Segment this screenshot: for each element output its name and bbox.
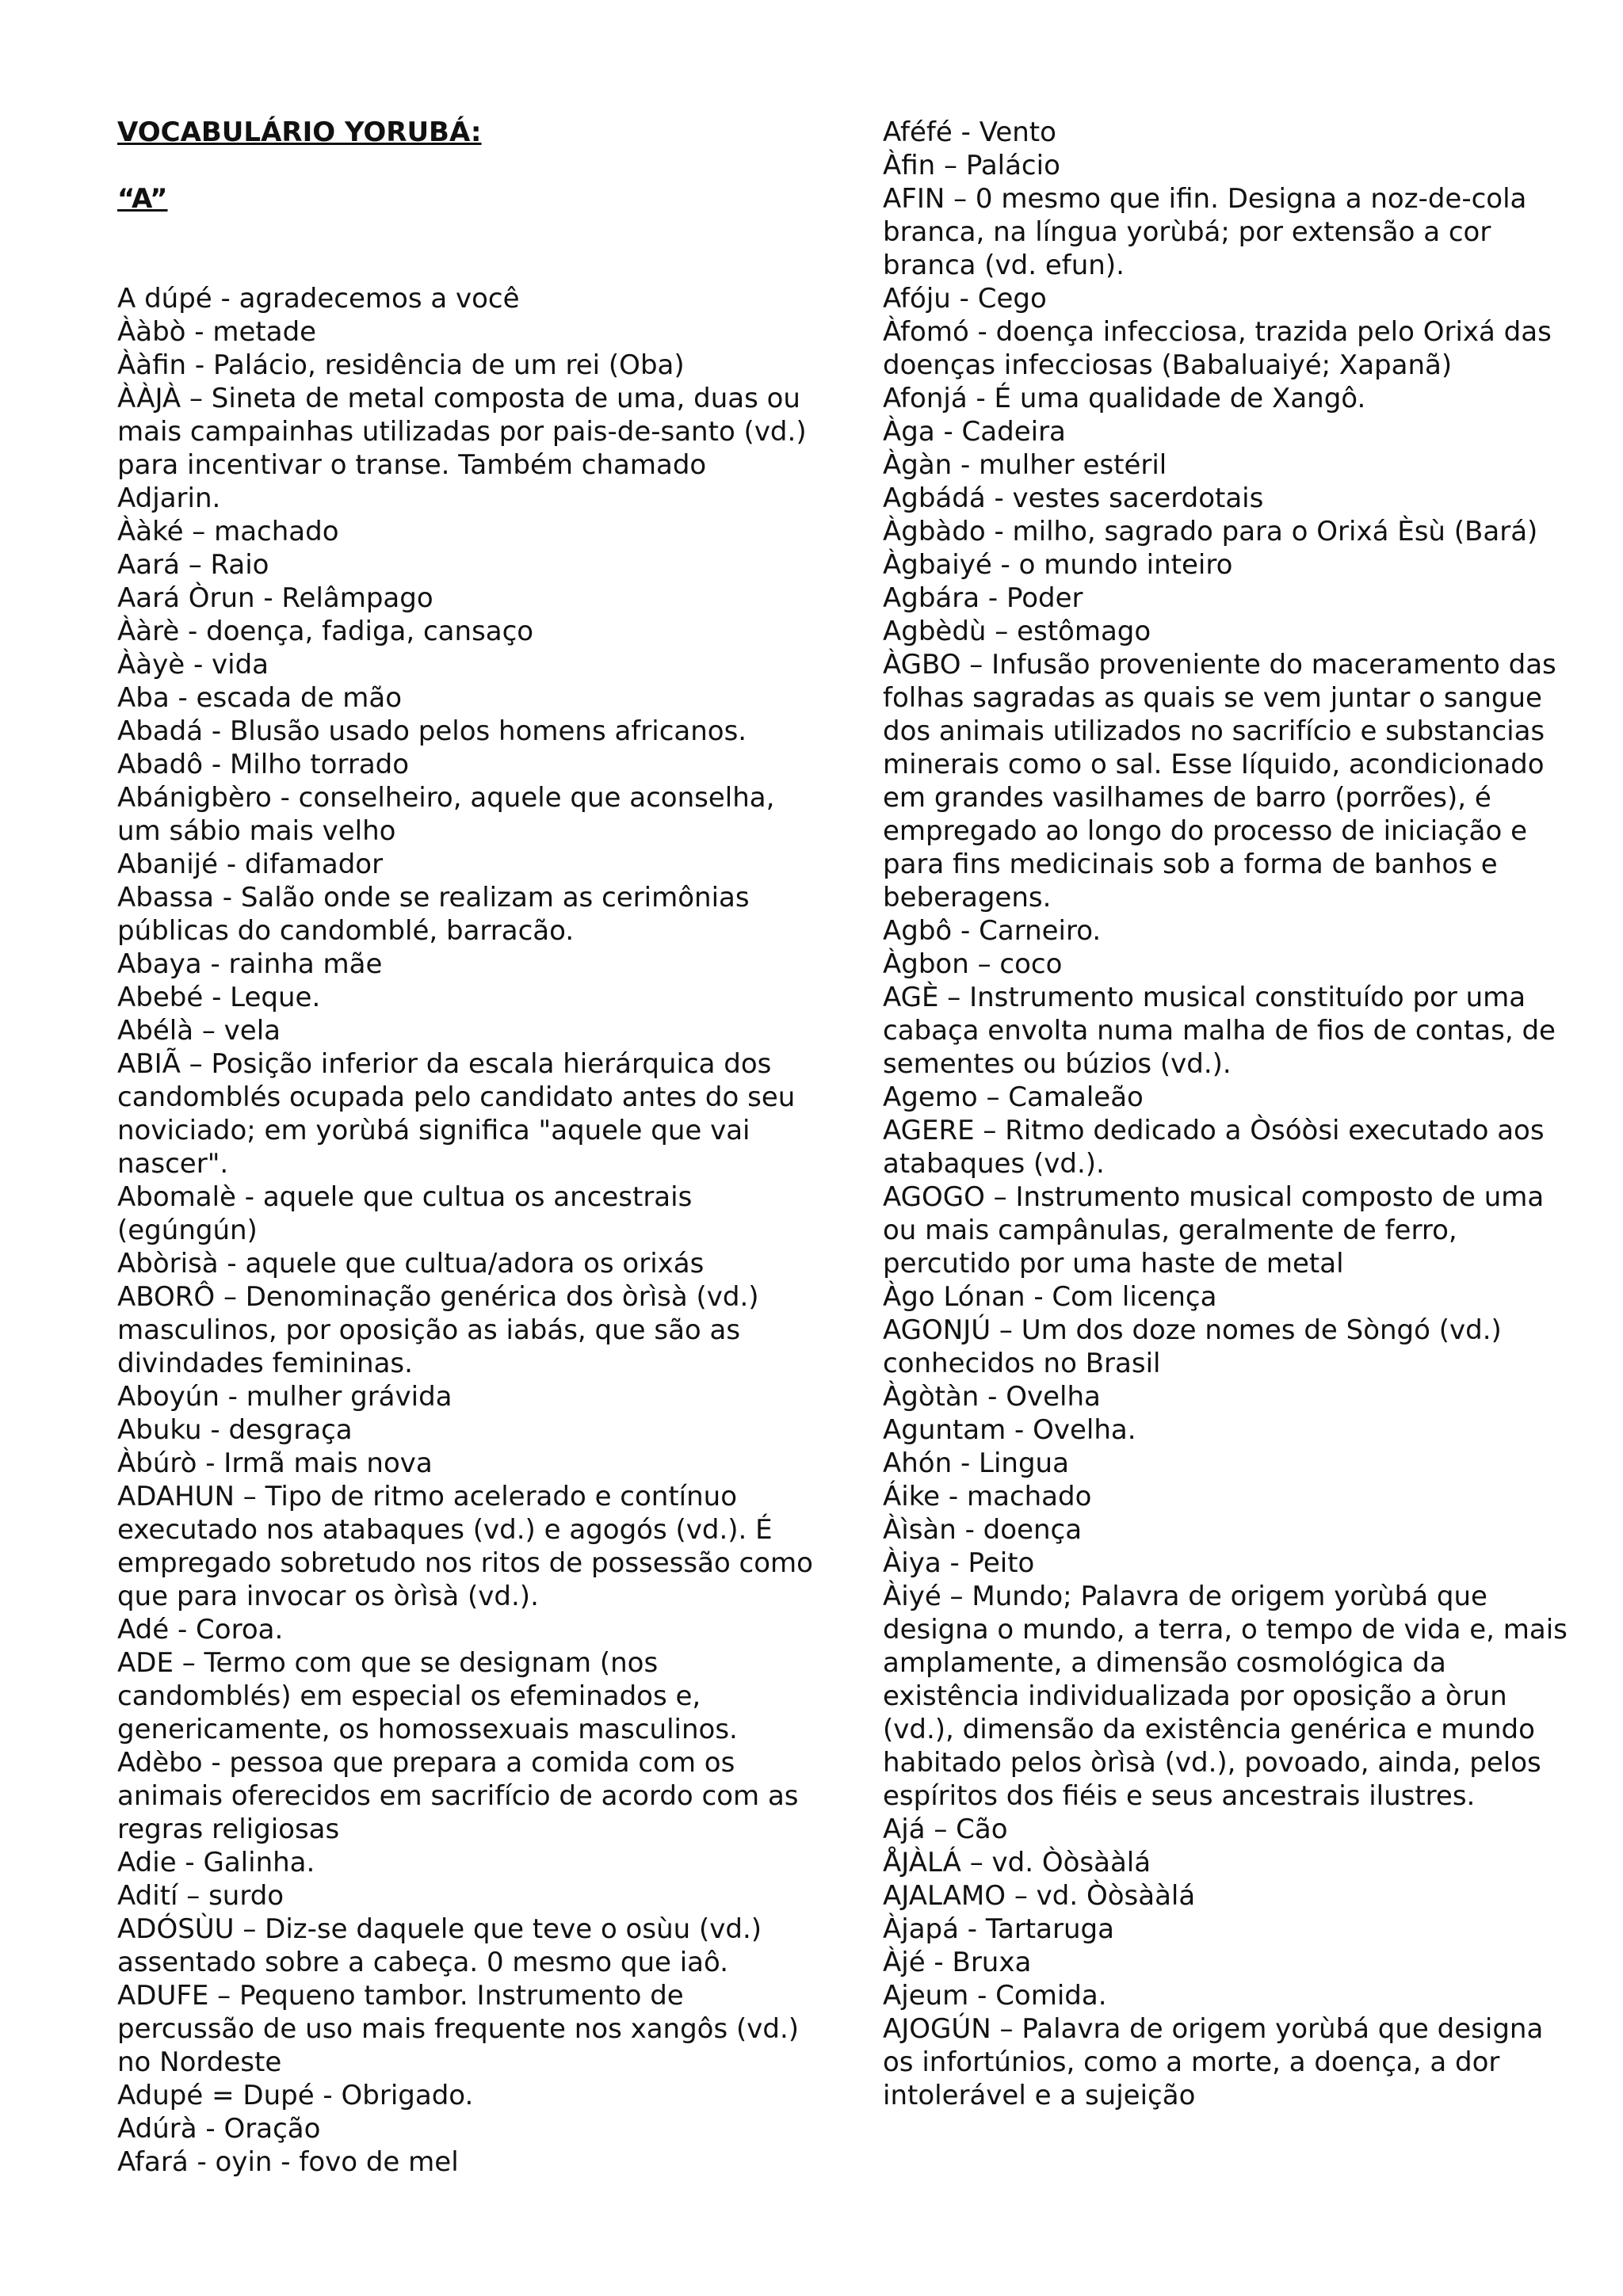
glossary-entry: Abadá - Blusão usado pelos homens africanos. bbox=[117, 715, 747, 747]
glossary-entry: AGONJÚ – Um dos doze nomes de Sòngó (vd.) conhecidos no Brasil bbox=[883, 1314, 1502, 1379]
glossary-entry: Agbádá - vestes sacerdotais bbox=[883, 482, 1264, 514]
glossary-entry: Àgo Lónan - Com licença bbox=[883, 1281, 1217, 1313]
glossary-entry: Aboyún - mulher grávida bbox=[117, 1381, 453, 1413]
glossary-entry: Adupé = Dupé - Obrigado. bbox=[117, 2080, 474, 2111]
glossary-entry: Abebé - Leque. bbox=[117, 982, 321, 1013]
glossary-entry: Agbèdù – estômago bbox=[883, 616, 1151, 647]
glossary-entry: ADUFE – Pequeno tambor. Instrumento de percussão de uso mais frequente nos xangôs (vd.) no Nordeste bbox=[117, 1980, 800, 2078]
glossary-entry: Àgbaiyé - o mundo inteiro bbox=[883, 549, 1233, 581]
glossary-entry: Abánigbèro - conselheiro, aquele que aconselha, um sábio mais velho bbox=[117, 782, 775, 847]
glossary-entry: Agbára - Poder bbox=[883, 582, 1083, 614]
glossary-entry: Aba - escada de mão bbox=[117, 682, 403, 714]
glossary-entry: Àiyé – Mundo; Palavra de origem yorùbá que designa o mundo, a terra, o tempo de vida e, mais amplamente, a dimensão cosmológica da existência individualizada por oposição a òrun (vd.), dimensão da existência genérica e mundo habitado pelos òrìsà (vd.), povoado, ainda, pelos espíritos dos fiéis e seus ancestrais ilustres. bbox=[883, 1581, 1568, 1812]
glossary-entry: AFIN – 0 mesmo que ifin. Designa a noz-de-cola branca, na língua yorùbá; por extensão a cor branca (vd. efun). bbox=[883, 183, 1527, 281]
glossary-entry: AGOGO – Instrumento musical composto de uma ou mais campânulas, geralmente de ferro, percutido por uma haste de metal bbox=[883, 1181, 1545, 1280]
glossary-entry: Àìsàn - doença bbox=[883, 1514, 1083, 1546]
glossary-entry: Àfin – Palácio bbox=[883, 150, 1060, 181]
glossary-entry: Afonjá - É uma qualidade de Xangô. bbox=[883, 383, 1366, 414]
glossary-entry: AGERE – Ritmo dedicado a Òsóòsi executado aos atabaques (vd.). bbox=[883, 1115, 1545, 1180]
glossary-entry: ABIÃ – Posição inferior da escala hierárquica dos candomblés ocupada pelo candidato antes do seu noviciado; em yorùbá significa "aquele que vai nascer". bbox=[117, 1048, 796, 1180]
glossary-entry: Ààké – machado bbox=[117, 516, 339, 547]
glossary-entry: Agemo – Camaleão bbox=[883, 1081, 1144, 1113]
glossary-entry: Abanijé - difamador bbox=[117, 849, 384, 880]
glossary-entry: Ààbò - metade bbox=[117, 316, 317, 348]
glossary-entry: Ahón - Lingua bbox=[883, 1447, 1069, 1479]
glossary-entry: Àbúrò - Irmã mais nova bbox=[117, 1447, 433, 1479]
right-column bbox=[883, 116, 1580, 2112]
glossary-entry: Abassa - Salão onde se realizam as cerimônias públicas do candomblé, barracão. bbox=[117, 882, 750, 947]
glossary-entry: ADÓSÙU – Diz-se daquele que teve o osùu (vd.) assentado sobre a cabeça. 0 mesmo que iaô. bbox=[117, 1913, 762, 1978]
glossary-entry: ÀÀJÀ – Sineta de metal composta de uma, duas ou mais campainhas utilizadas por pais-de-santo (vd.) para incentivar o transe. Também chamado Adjarin. bbox=[117, 383, 807, 514]
glossary-entry: Afará - oyin - fovo de mel bbox=[117, 2146, 459, 2178]
glossary-entry: Abomalè - aquele que cultua os ancestrais (egúngún) bbox=[117, 1181, 693, 1246]
entry-list-left bbox=[117, 282, 815, 2179]
glossary-entry: Àiya - Peito bbox=[883, 1547, 1035, 1579]
glossary-entry: Agbô - Carneiro. bbox=[883, 915, 1102, 947]
glossary-entry: Àgàn - mulher estéril bbox=[883, 449, 1167, 481]
glossary-entry: ÀGBO – Infusão proveniente do maceramento das folhas sagradas as quais se vem juntar o sangue dos animais utilizados no sacrifício e substancias minerais como o sal. Esse Iíquido, acondicionado em grandes vasilhames de barro (porrões), é empregado ao longo do processo de iniciação e para fins medicinais sob a forma de banhos e beberagens. bbox=[883, 649, 1556, 913]
glossary-entry: Ààyè - vida bbox=[117, 649, 269, 681]
glossary-entry: Abuku - desgraça bbox=[117, 1414, 353, 1446]
glossary-entry: ABORÔ – Denominação genérica dos òrìsà (vd.) masculinos, por oposição as iabás, que são as divindades femininas. bbox=[117, 1281, 759, 1379]
glossary-entry: Àjapá - Tartaruga bbox=[883, 1913, 1114, 1945]
glossary-entry: ÅJÀLÁ – vd. Òòsààlá bbox=[883, 1847, 1151, 1878]
glossary-entry: Adé - Coroa. bbox=[117, 1614, 284, 1646]
glossary-entry: Abélà – vela bbox=[117, 1015, 281, 1047]
left-column bbox=[117, 116, 815, 2179]
glossary-entry: Ààrè - doença, fadiga, cansaço bbox=[117, 616, 534, 647]
glossary-entry: Aguntam - Ovelha. bbox=[883, 1414, 1136, 1446]
glossary-entry: AJALAMO – vd. Òòsààlá bbox=[883, 1880, 1196, 1912]
glossary-entry: Ààfin - Palácio, residência de um rei (Oba) bbox=[117, 349, 685, 381]
glossary-entry: ADE – Termo com que se designam (nos candomblés) em especial os efeminados e, genericamente, os homossexuais masculinos. bbox=[117, 1647, 738, 1745]
glossary-entry: AJOGÚN – Palavra de origem yorùbá que designa os infortúnios, como a morte, a doença, a dor intolerável e a sujeição bbox=[883, 2013, 1544, 2111]
glossary-entry: Àga - Cadeira bbox=[883, 416, 1066, 448]
glossary-entry: Abòrisà - aquele que cultua/adora os orixás bbox=[117, 1248, 705, 1280]
glossary-entry: Abadô - Milho torrado bbox=[117, 749, 410, 780]
document-title: VOCABULÁRIO YORUBÁ: bbox=[117, 116, 482, 148]
glossary-entry: Adití – surdo bbox=[117, 1880, 285, 1912]
glossary-entry: Adèbo - pessoa que prepara a comida com os animais oferecidos em sacrifício de acordo com as regras religiosas bbox=[117, 1747, 799, 1845]
entry-list-right bbox=[883, 116, 1580, 2112]
glossary-entry: Àgbon – coco bbox=[883, 948, 1063, 980]
glossary-entry: Aará Òrun - Relâmpago bbox=[117, 582, 433, 614]
glossary-entry: Adúrà - Oração bbox=[117, 2113, 321, 2145]
glossary-entry: Adie - Galinha. bbox=[117, 1847, 315, 1878]
glossary-entry: Àgbàdo - milho, sagrado para o Orixá Èsù (Bará) bbox=[883, 516, 1538, 547]
glossary-entry: Ajá – Cão bbox=[883, 1814, 1008, 1845]
glossary-entry: Abaya - rainha mãe bbox=[117, 948, 383, 980]
glossary-entry: Àjé - Bruxa bbox=[883, 1947, 1032, 1978]
glossary-entry: AGÈ – Instrumento musical constituído por uma cabaça envolta numa malha de fios de contas, de sementes ou búzios (vd.). bbox=[883, 982, 1556, 1080]
glossary-entry: Àfomó - doença infecciosa, trazida pelo Orixá das doenças infecciosas (Babaluaiyé; Xapanã) bbox=[883, 316, 1552, 381]
glossary-entry: Aará – Raio bbox=[117, 549, 269, 581]
glossary-entry: Aféfé - Vento bbox=[883, 116, 1056, 148]
glossary-entry: Áike - machado bbox=[883, 1481, 1092, 1512]
glossary-entry: Àgòtàn - Ovelha bbox=[883, 1381, 1101, 1413]
glossary-entry: Afóju - Cego bbox=[883, 283, 1047, 315]
glossary-entry: ADAHUN – Tipo de ritmo acelerado e contínuo executado nos atabaques (vd.) e agogós (vd.). É empregado sobretudo nos ritos de possessão como que para invocar os òrìsà (vd.). bbox=[117, 1481, 813, 1612]
glossary-entry: A dúpé - agradecemos a você bbox=[117, 283, 520, 315]
section-heading-a: “A” bbox=[117, 183, 168, 215]
glossary-entry: Ajeum - Comida. bbox=[883, 1980, 1107, 2012]
